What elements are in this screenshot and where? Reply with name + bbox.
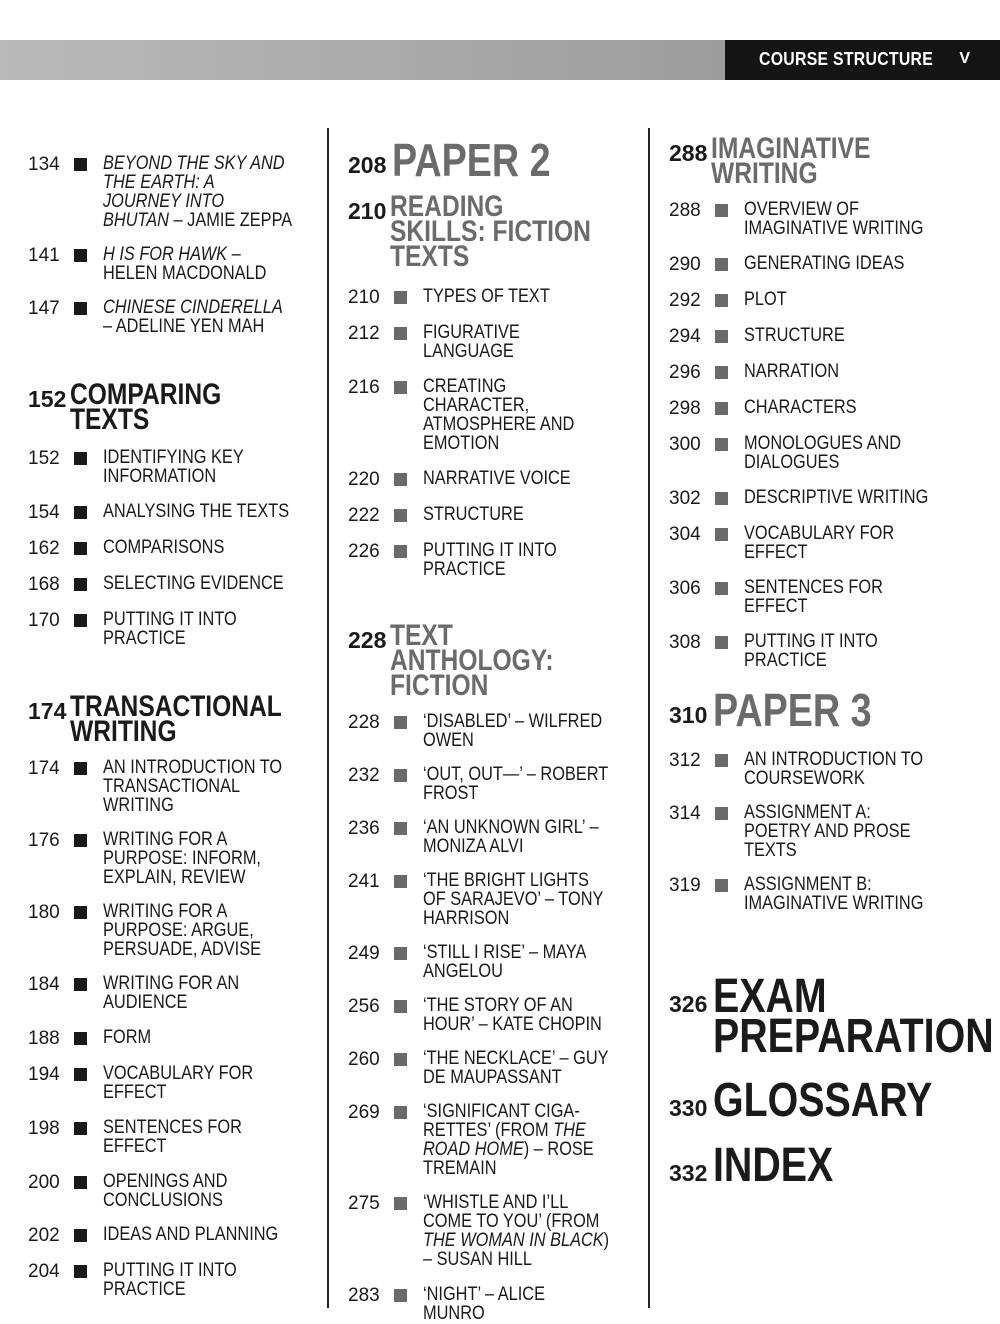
toc-entry[interactable]: 170 PUTTING IT INTO PRACTICE <box>28 609 237 649</box>
toc-entry[interactable]: 298 CHARACTERS <box>669 397 857 419</box>
bullet-square-icon <box>74 762 87 775</box>
bullet-square-icon <box>394 1053 407 1066</box>
toc-entry[interactable]: 283 ‘NIGHT’ – ALICE MUNRO <box>348 1284 545 1324</box>
bullet-square-icon <box>74 1068 87 1081</box>
bullet-square-icon <box>394 822 407 835</box>
toc-entry[interactable]: 228 ‘DISABLED’ – WILFRED OWEN <box>348 711 603 751</box>
section-heading[interactable]: 210 READING SKILLS: FICTION TEXTS <box>348 190 592 273</box>
toc-entry[interactable]: 168 SELECTING EVIDENCE <box>28 573 284 595</box>
bullet-square-icon <box>394 1289 407 1302</box>
toc-entry[interactable]: 222 STRUCTURE <box>348 504 524 526</box>
bullet-square-icon <box>715 582 728 595</box>
section-title: COMPARING TEXTS <box>70 378 222 436</box>
toc-entry[interactable]: 319 ASSIGNMENT B: IMAGINATIVE WRITING <box>669 874 924 914</box>
section-heading[interactable]: 174 TRANSACTIONAL WRITING <box>28 690 282 748</box>
column-2 <box>348 130 640 1323</box>
bullet-square-icon <box>74 506 87 519</box>
bullet-square-icon <box>394 291 407 304</box>
bullet-square-icon <box>74 302 87 315</box>
bullet-square-icon <box>74 978 87 991</box>
bullet-square-icon <box>394 875 407 888</box>
bullet-square-icon <box>715 294 728 307</box>
page-ref: 141 <box>28 245 60 266</box>
toc-entry[interactable] <box>28 245 324 283</box>
section-heading[interactable]: 326 EXAM PREPARATION <box>669 970 995 1063</box>
toc-entry[interactable]: 174 AN INTRODUCTION TO TRANSACTIONAL WRITING <box>28 757 283 816</box>
toc-entry[interactable]: 200 OPENINGS AND CONCLUSIONS <box>28 1171 228 1211</box>
toc-entry[interactable]: 194 VOCABULARY FOR EFFECT <box>28 1063 254 1103</box>
bullet-square-icon <box>394 947 407 960</box>
toc-entry[interactable]: 184 WRITING FOR AN AUDIENCE <box>28 973 240 1013</box>
entry-title: CHINESE CINDERELLA – ADELINE YEN MAH <box>103 297 283 337</box>
section-heading[interactable]: 330 GLOSSARY <box>669 1074 933 1127</box>
page-ref: 147 <box>28 298 60 319</box>
bullet-square-icon <box>715 204 728 217</box>
section-heading[interactable]: 332 INDEX <box>669 1139 834 1192</box>
toc-entry[interactable]: 232 ‘OUT, OUT—’ – ROBERT FROST <box>348 764 608 804</box>
header-tab <box>725 40 1000 80</box>
toc-entry[interactable]: 256 ‘THE STORY OF AN HOUR’ – KATE CHOPIN <box>348 995 602 1035</box>
toc-entry[interactable] <box>28 298 324 336</box>
page-number: V <box>959 50 970 67</box>
bullet-square-icon <box>74 1176 87 1189</box>
entry-title: H IS FOR HAWK – HELEN MACDONALD <box>103 244 267 284</box>
section-heading[interactable]: 228 TEXT ANTHOLOGY: FICTION <box>348 619 554 702</box>
toc-entry[interactable]: 212 FIGURATIVE LANGUAGE <box>348 322 520 362</box>
bullet-square-icon <box>715 492 728 505</box>
bullet-square-icon <box>74 1122 87 1135</box>
toc-entry[interactable]: 288 OVERVIEW OF IMAGINATIVE WRITING <box>669 199 924 239</box>
header-title: COURSE STRUCTURE <box>759 49 934 69</box>
column-divider <box>648 128 650 1308</box>
bullet-square-icon <box>394 1106 407 1119</box>
toc-entry[interactable]: 314 ASSIGNMENT A: POETRY AND PROSE TEXTS <box>669 802 911 861</box>
bullet-square-icon <box>394 1197 407 1210</box>
bullet-square-icon <box>394 769 407 782</box>
toc-entry[interactable]: 202 IDEAS AND PLANNING <box>28 1224 279 1246</box>
toc-entry[interactable]: 300 MONOLOGUES AND DIALOGUES <box>669 433 902 473</box>
bullet-square-icon <box>74 834 87 847</box>
bullet-square-icon <box>74 542 87 555</box>
bullet-square-icon <box>394 381 407 394</box>
bullet-square-icon <box>715 636 728 649</box>
section-heading[interactable]: 288 IMAGINATIVE WRITING <box>669 132 871 190</box>
toc-entry[interactable]: 152 IDENTIFYING KEY INFORMATION <box>28 447 244 487</box>
bullet-square-icon <box>394 509 407 522</box>
section-heading[interactable]: 310 PAPER 3 <box>669 684 872 736</box>
toc-entry[interactable]: 220 NARRATIVE VOICE <box>348 468 571 490</box>
toc-entry[interactable]: 154 ANALYSING THE TEXTS <box>28 501 290 523</box>
toc-entry[interactable]: 296 NARRATION <box>669 361 840 383</box>
toc-entry[interactable]: 226 PUTTING IT INTO PRACTICE <box>348 540 557 580</box>
toc-entry[interactable]: 180 WRITING FOR A PURPOSE: ARGUE, PERSUADE, ADVISE <box>28 901 262 960</box>
bullet-square-icon <box>715 528 728 541</box>
toc-entry[interactable]: 188 FORM <box>28 1027 152 1049</box>
bullet-square-icon <box>74 578 87 591</box>
bullet-square-icon <box>715 258 728 271</box>
bullet-square-icon <box>74 158 87 171</box>
column-3 <box>669 130 995 1192</box>
bullet-square-icon <box>394 716 407 729</box>
toc-entry[interactable]: 302 DESCRIPTIVE WRITING <box>669 487 929 509</box>
section-heading[interactable] <box>28 378 324 436</box>
toc-entry[interactable]: 249 ‘STILL I RISE’ – MAYA ANGELOU <box>348 942 586 982</box>
bullet-square-icon <box>394 1000 407 1013</box>
bullet-square-icon <box>715 807 728 820</box>
toc-entry[interactable]: 308 PUTTING IT INTO PRACTICE <box>669 631 878 671</box>
column-1 <box>28 130 324 1299</box>
bullet-square-icon <box>394 473 407 486</box>
header-band <box>0 40 725 80</box>
bullet-square-icon <box>394 545 407 558</box>
bullet-square-icon <box>74 1032 87 1045</box>
toc-entry[interactable] <box>28 154 324 230</box>
entry-title: BEYOND THE SKY AND THE EARTH: A JOURNEY INTO BHUTAN – JAMIE ZEPPA <box>103 153 293 231</box>
bullet-square-icon <box>715 366 728 379</box>
toc-entry[interactable]: 269 ‘SIGNIFICANT CIGA-RETTES’ (FROM THE ROAD HOME) – ROSE TREMAIN <box>348 1101 594 1179</box>
page-ref: 134 <box>28 154 60 175</box>
bullet-square-icon <box>74 249 87 262</box>
bullet-square-icon <box>715 438 728 451</box>
toc-entry[interactable]: 176 WRITING FOR A PURPOSE: INFORM, EXPLAIN, REVIEW <box>28 829 261 888</box>
bullet-square-icon <box>74 906 87 919</box>
toc-entry[interactable]: 210 TYPES OF TEXT <box>348 286 550 308</box>
toc-entry[interactable]: 241 ‘THE BRIGHT LIGHTS OF SARAJEVO’ – TONY HARRISON <box>348 870 604 929</box>
bullet-square-icon <box>715 330 728 343</box>
toc-entry[interactable]: 275 ‘WHISTLE AND I’LL COME TO YOU’ (FROM THE WOMAN IN BLACK) – SUSAN HILL <box>348 1192 610 1270</box>
toc-entry[interactable]: 306 SENTENCES FOR EFFECT <box>669 577 883 617</box>
bullet-square-icon <box>715 754 728 767</box>
bullet-square-icon <box>74 1229 87 1242</box>
bullet-square-icon <box>394 327 407 340</box>
toc-entry[interactable]: 304 VOCABULARY FOR EFFECT <box>669 523 895 563</box>
bullet-square-icon <box>74 614 87 627</box>
toc-entry[interactable]: 198 SENTENCES FOR EFFECT <box>28 1117 242 1157</box>
toc-entry[interactable]: 292 PLOT <box>669 289 787 311</box>
toc-entry[interactable]: 204 PUTTING IT INTO PRACTICE <box>28 1260 237 1300</box>
toc-entry[interactable]: 260 ‘THE NECKLACE’ – GUY DE MAUPASSANT <box>348 1048 609 1088</box>
bullet-square-icon <box>74 452 87 465</box>
toc-entry[interactable]: 312 AN INTRODUCTION TO COURSEWORK <box>669 749 924 789</box>
toc-entry[interactable]: 216 CREATING CHARACTER, ATMOSPHERE AND EMOTION <box>348 376 575 454</box>
bullet-square-icon <box>715 879 728 892</box>
section-page: 152 <box>28 386 67 412</box>
bullet-square-icon <box>715 402 728 415</box>
toc-entry[interactable]: 236 ‘AN UNKNOWN GIRL’ – MONIZA ALVI <box>348 817 599 857</box>
column-divider <box>327 128 329 1308</box>
section-heading[interactable]: 208 PAPER 2 <box>348 134 551 186</box>
toc-entry[interactable]: 294 STRUCTURE <box>669 325 845 347</box>
bullet-square-icon <box>74 1265 87 1278</box>
toc-entry[interactable]: 290 GENERATING IDEAS <box>669 253 905 275</box>
toc-entry[interactable]: 162 COMPARISONS <box>28 537 225 559</box>
